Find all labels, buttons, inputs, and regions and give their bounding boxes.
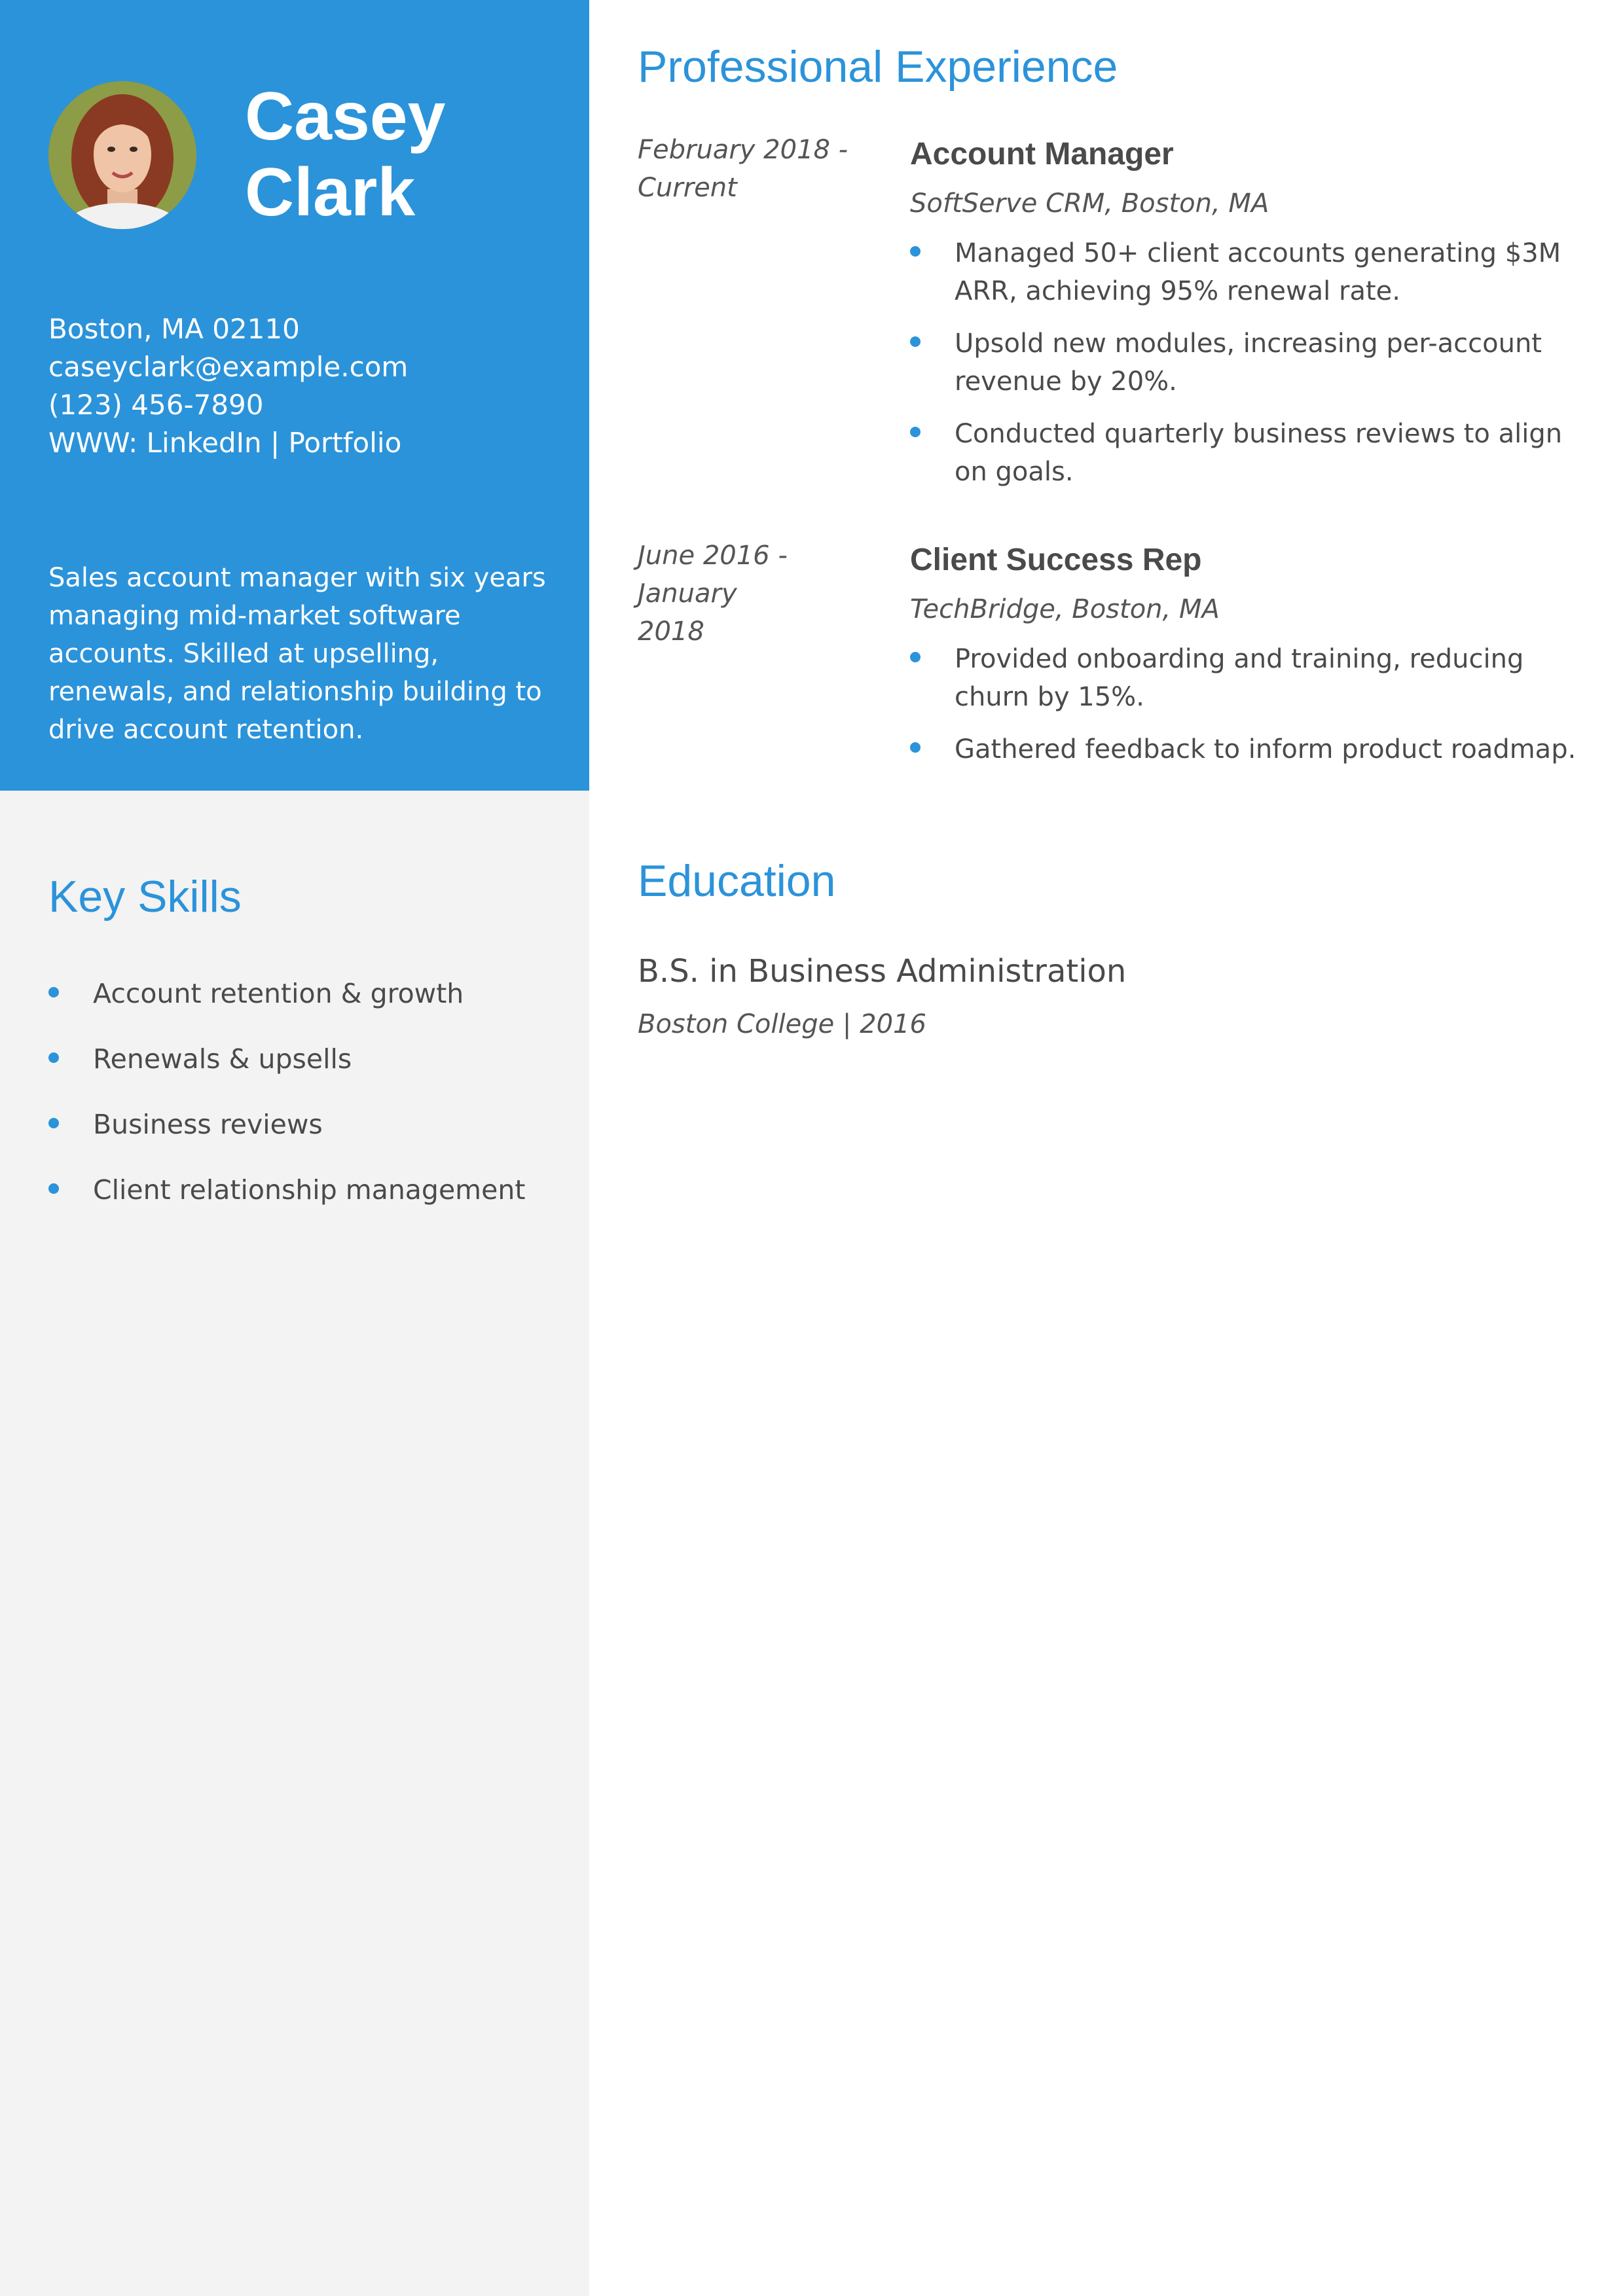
job-bullet — [910, 325, 1584, 401]
bullet-icon — [48, 1118, 59, 1128]
skill-label: Account retention & growth — [93, 978, 464, 1009]
bullet-icon — [48, 1052, 59, 1063]
job-bullet — [910, 415, 1584, 491]
candidate-name — [245, 79, 572, 230]
education-heading: Education — [638, 856, 836, 906]
education-degree: B.S. in Business Administration — [638, 953, 1127, 990]
bullet-icon — [910, 652, 921, 662]
job-details — [910, 537, 1584, 783]
job-dates — [638, 537, 886, 651]
bullet-icon — [48, 987, 59, 997]
job-bullet — [910, 640, 1584, 716]
experience-heading: Professional Experience — [638, 42, 1118, 92]
bullet-icon — [910, 336, 921, 347]
bullet-icon — [910, 742, 921, 753]
job-company: SoftServe CRM, Boston, MA — [910, 188, 1269, 219]
education-school: Boston College | 2016 — [638, 1009, 926, 1039]
job-bullet — [910, 730, 1584, 768]
contact-address: Boston, MA 02110 — [48, 313, 300, 345]
skill-item — [48, 975, 566, 1041]
job-date-end: Current — [638, 173, 737, 203]
skills-heading: Key Skills — [48, 872, 242, 922]
job-dates — [638, 131, 886, 207]
job-bullets — [910, 640, 1584, 768]
last-name: Clark — [245, 154, 416, 230]
job-details — [910, 131, 1584, 505]
job-title: Client Success Rep — [910, 543, 1202, 577]
job-bullet-text: Managed 50+ client accounts generating $3M ARR, achieving 95% renewal rate. — [955, 238, 1561, 306]
job-date-end: 2018 — [638, 617, 704, 647]
sidebar — [0, 0, 589, 2296]
job-bullets — [910, 234, 1584, 491]
first-name: Casey — [245, 79, 446, 154]
profile-summary: Sales account manager with six years managing mid-market software accounts. Skilled at upselling, renewals, and relationship building to drive account retention. — [48, 563, 546, 745]
avatar — [48, 81, 196, 229]
skill-label: Business reviews — [93, 1109, 323, 1140]
skill-item — [48, 1041, 566, 1106]
skill-label: Client relationship management — [93, 1174, 526, 1206]
job-title: Account Manager — [910, 137, 1174, 171]
job-bullet-text: Provided onboarding and training, reducing churn by 15%. — [955, 644, 1524, 712]
avatar-photo — [48, 81, 196, 229]
skill-item — [48, 1106, 566, 1172]
bullet-icon — [910, 427, 921, 437]
job-bullet-text: Gathered feedback to inform product roadmap. — [955, 734, 1577, 764]
contact-info — [48, 310, 559, 462]
sidebar-header — [0, 0, 589, 791]
contact-phone: (123) 456-7890 — [48, 389, 264, 421]
job-company: TechBridge, Boston, MA — [910, 594, 1220, 624]
skill-item — [48, 1172, 566, 1237]
job-date-start: February 2018 - — [638, 135, 848, 165]
skills-list — [48, 975, 566, 1237]
job-bullet-text: Upsold new modules, increasing per-account revenue by 20%. — [955, 329, 1542, 397]
contact-email[interactable]: caseyclark@example.com — [48, 351, 409, 383]
contact-web-links[interactable]: WWW: LinkedIn | Portfolio — [48, 427, 402, 459]
job-bullet — [910, 234, 1584, 310]
bullet-icon — [910, 246, 921, 257]
skill-label: Renewals & upsells — [93, 1043, 352, 1075]
job-date-start: June 2016 - January — [638, 541, 788, 609]
job-bullet-text: Conducted quarterly business reviews to align on goals. — [955, 419, 1563, 487]
bullet-icon — [48, 1183, 59, 1194]
